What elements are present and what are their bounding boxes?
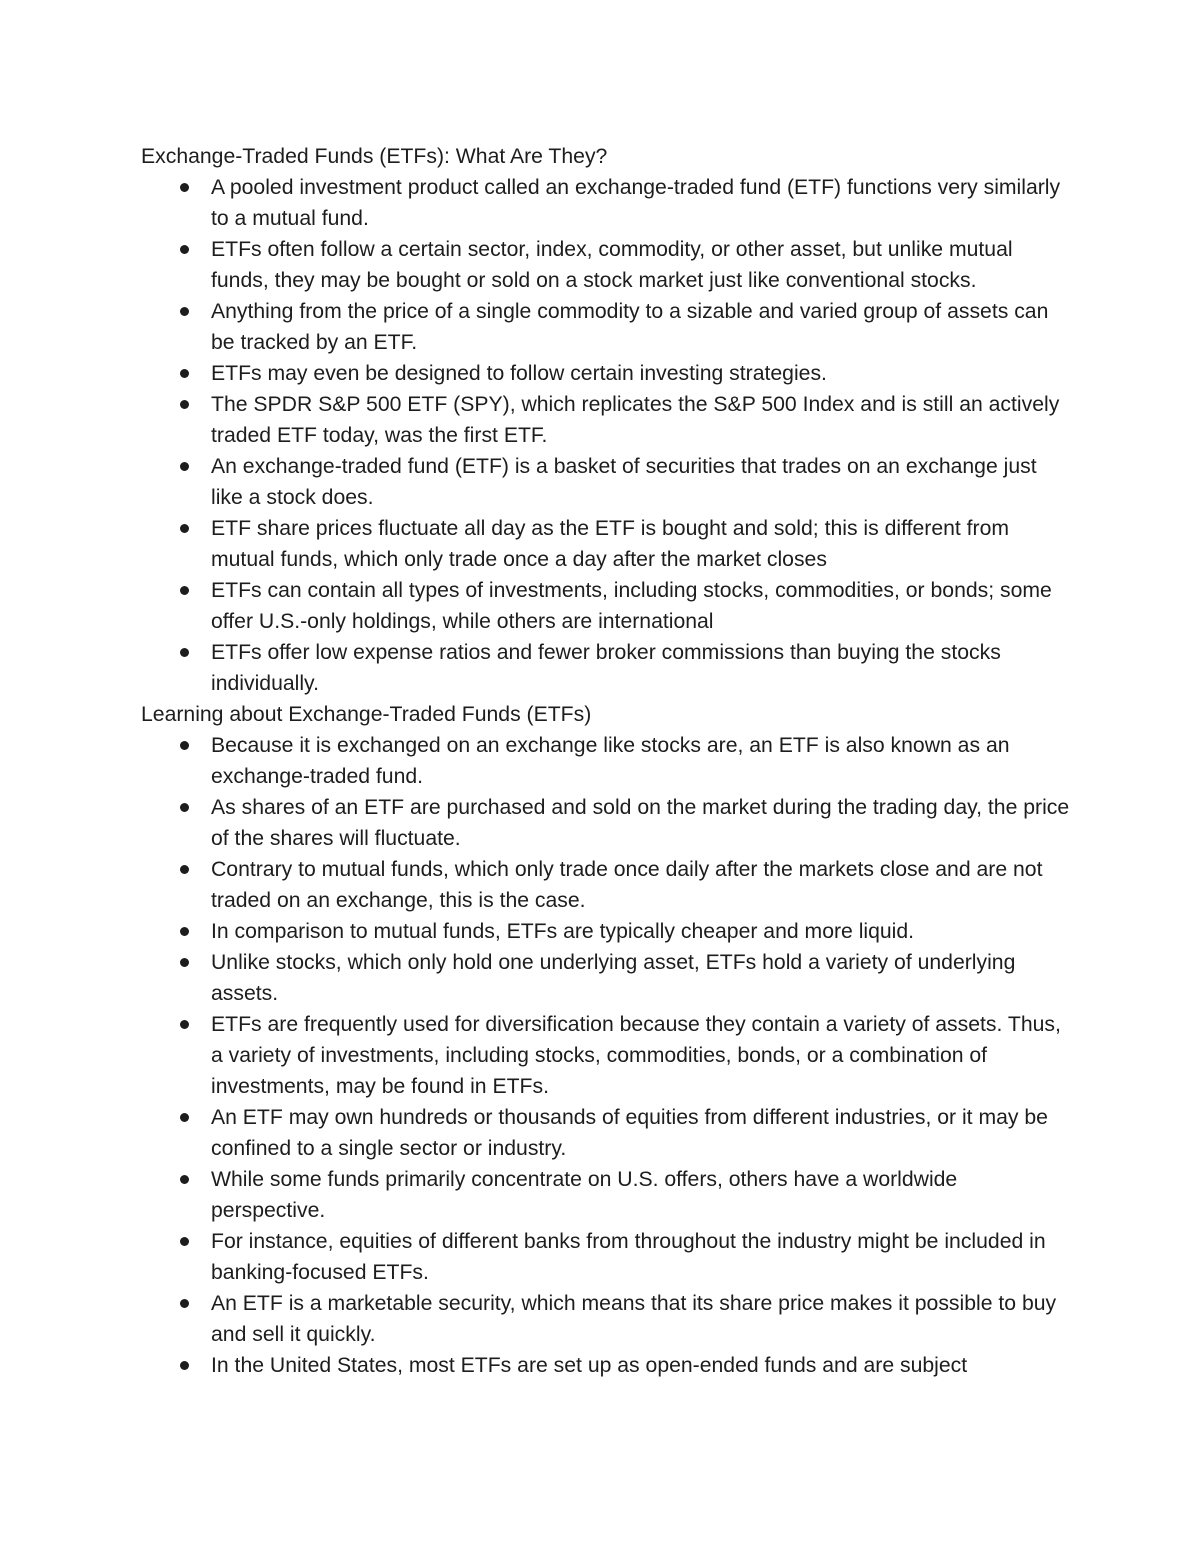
bullet-icon bbox=[180, 1175, 189, 1184]
bullet-icon bbox=[180, 462, 189, 471]
list-item bbox=[141, 358, 1071, 389]
bullet-icon bbox=[180, 1113, 189, 1122]
list-item bbox=[141, 296, 1071, 358]
bullet-icon bbox=[180, 865, 189, 874]
list-item bbox=[141, 792, 1071, 854]
list-item bbox=[141, 451, 1071, 513]
bullet-icon bbox=[180, 307, 189, 316]
list-item-text: ETFs can contain all types of investments, including stocks, commodities, or bonds; some offer U.S.-only holdings, while others are international bbox=[211, 579, 1052, 633]
list-item-text: The SPDR S&P 500 ETF (SPY), which replicates the S&P 500 Index and is still an actively traded ETF today, was the first ETF. bbox=[211, 393, 1060, 447]
bullet-icon bbox=[180, 524, 189, 533]
bullet-list bbox=[141, 730, 1071, 1381]
bullet-icon bbox=[180, 1299, 189, 1308]
list-item-text: As shares of an ETF are purchased and sold on the market during the trading day, the price of the shares will fluctuate. bbox=[211, 796, 1070, 850]
list-item-text: In comparison to mutual funds, ETFs are typically cheaper and more liquid. bbox=[211, 920, 915, 943]
bullet-icon bbox=[180, 400, 189, 409]
list-item bbox=[141, 575, 1071, 637]
list-item bbox=[141, 1288, 1071, 1350]
list-item-text: A pooled investment product called an exchange-traded fund (ETF) functions very similarly to a mutual fund. bbox=[211, 176, 1061, 230]
bullet-icon bbox=[180, 245, 189, 254]
list-item bbox=[141, 947, 1071, 1009]
list-item bbox=[141, 1009, 1071, 1102]
list-item-text: ETFs may even be designed to follow certain investing strategies. bbox=[211, 362, 827, 385]
bullet-icon bbox=[180, 803, 189, 812]
bullet-icon bbox=[180, 648, 189, 657]
bullet-icon bbox=[180, 183, 189, 192]
list-item bbox=[141, 172, 1071, 234]
list-item-text: While some funds primarily concentrate on U.S. offers, others have a worldwide perspective. bbox=[211, 1168, 958, 1222]
list-item-text: ETFs often follow a certain sector, index, commodity, or other asset, but unlike mutual funds, they may be bought or sold on a stock market just like conventional stocks. bbox=[211, 238, 1013, 292]
section-what-are-etfs bbox=[141, 141, 1071, 699]
list-item-text: ETF share prices fluctuate all day as the ETF is bought and sold; this is different from mutual funds, which only trade once a day after the market closes bbox=[211, 517, 1010, 571]
bullet-icon bbox=[180, 586, 189, 595]
bullet-icon bbox=[180, 741, 189, 750]
list-item-text: In the United States, most ETFs are set up as open-ended funds and are subject bbox=[211, 1354, 968, 1377]
section-heading: Learning about Exchange-Traded Funds (ETFs) bbox=[141, 703, 592, 726]
list-item bbox=[141, 1350, 1071, 1381]
list-item bbox=[141, 1226, 1071, 1288]
bullet-icon bbox=[180, 1020, 189, 1029]
list-item-text: ETFs offer low expense ratios and fewer broker commissions than buying the stocks individually. bbox=[211, 641, 1001, 695]
list-item-text: An exchange-traded fund (ETF) is a basket of securities that trades on an exchange just like a stock does. bbox=[211, 455, 1037, 509]
bullet-icon bbox=[180, 927, 189, 936]
list-item-text: Contrary to mutual funds, which only trade once daily after the markets close and are not traded on an exchange, this is the case. bbox=[211, 858, 1043, 912]
bullet-icon bbox=[180, 958, 189, 967]
list-item bbox=[141, 389, 1071, 451]
list-item-text: An ETF is a marketable security, which means that its share price makes it possible to buy and sell it quickly. bbox=[211, 1292, 1057, 1346]
section-learning-about-etfs bbox=[141, 699, 1071, 1381]
bullet-list bbox=[141, 172, 1071, 699]
list-item-text: For instance, equities of different banks from throughout the industry might be included in banking-focused ETFs. bbox=[211, 1230, 1046, 1284]
list-item bbox=[141, 1164, 1071, 1226]
list-item bbox=[141, 637, 1071, 699]
list-item bbox=[141, 730, 1071, 792]
document-body bbox=[141, 141, 1071, 1381]
list-item bbox=[141, 916, 1071, 947]
list-item-text: An ETF may own hundreds or thousands of equities from different industries, or it may be confined to a single sector or industry. bbox=[211, 1106, 1048, 1160]
list-item-text: Unlike stocks, which only hold one underlying asset, ETFs hold a variety of underlying assets. bbox=[211, 951, 1016, 1005]
list-item bbox=[141, 234, 1071, 296]
list-item-text: ETFs are frequently used for diversification because they contain a variety of assets. Thus, a variety of investments, including stocks, commodities, bonds, or a combination of investments, may be found in ETFs. bbox=[211, 1013, 1061, 1098]
list-item bbox=[141, 1102, 1071, 1164]
list-item bbox=[141, 513, 1071, 575]
list-item bbox=[141, 854, 1071, 916]
bullet-icon bbox=[180, 369, 189, 378]
list-item-text: Anything from the price of a single commodity to a sizable and varied group of assets can be tracked by an ETF. bbox=[211, 300, 1049, 354]
section-heading: Exchange-Traded Funds (ETFs): What Are They? bbox=[141, 145, 608, 168]
bullet-icon bbox=[180, 1361, 189, 1370]
bullet-icon bbox=[180, 1237, 189, 1246]
list-item-text: Because it is exchanged on an exchange like stocks are, an ETF is also known as an exchange-traded fund. bbox=[211, 734, 1010, 788]
